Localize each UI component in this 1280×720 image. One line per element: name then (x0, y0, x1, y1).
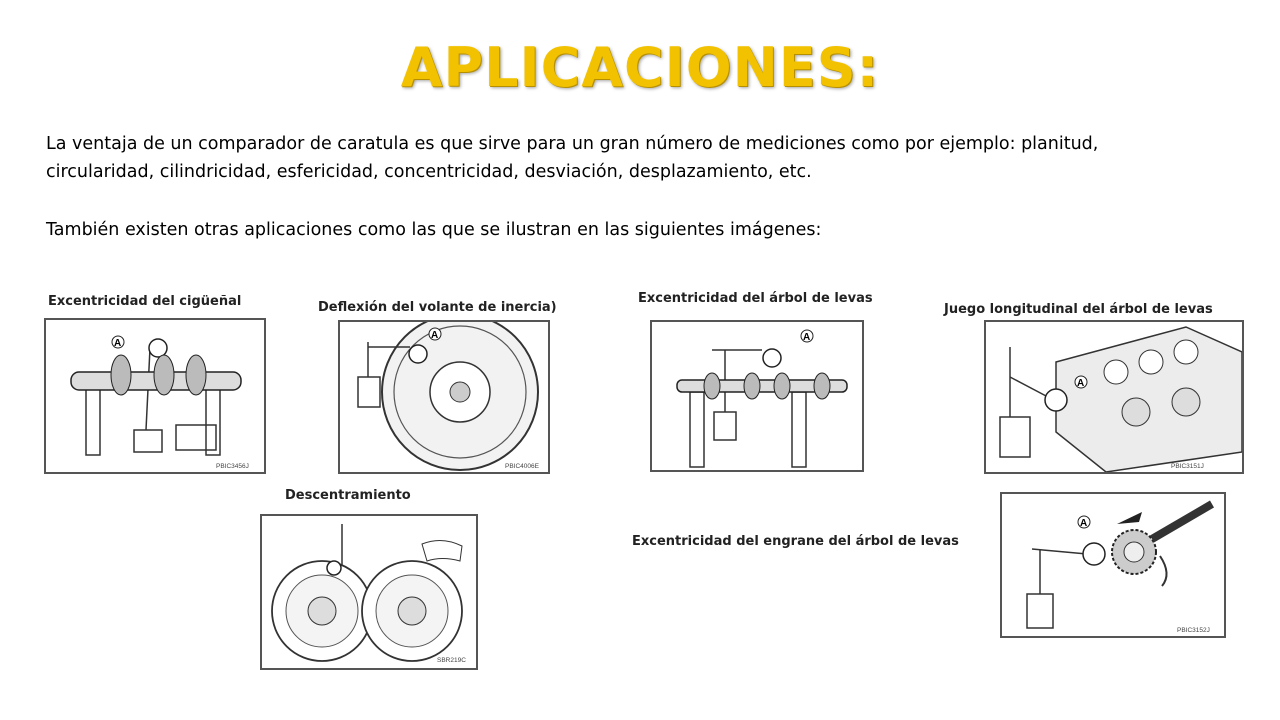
figure-5-code: SBR219C (437, 657, 466, 664)
figure-1-code: PBIC3456J (216, 463, 249, 470)
figure-2-callout: A (431, 330, 439, 341)
figure-3-callout: A (803, 332, 811, 343)
flywheel-illustration (340, 322, 548, 472)
crankshaft-illustration (46, 320, 264, 472)
figure-1-callout: A (114, 338, 122, 349)
disc-runout-illustration (262, 516, 476, 668)
endplay-illustration (986, 322, 1242, 472)
figure-6-code: PBIC3152J (1177, 627, 1210, 634)
figure-label-runout: Descentramiento (285, 488, 411, 503)
figure-label-camshaft: Excentricidad del árbol de levas (638, 291, 873, 306)
sprocket-illustration (1002, 494, 1224, 636)
page-title: APLICACIONES: (400, 36, 880, 99)
intro-paragraph (46, 130, 1246, 186)
figure-4-callout: A (1077, 378, 1085, 389)
figure-4-code: PBIC3151J (1171, 463, 1204, 470)
figure-flywheel-deflection (338, 320, 550, 474)
figure-label-sprocket: Excentricidad del engrane del árbol de levas (632, 534, 959, 549)
intro-line-1: La ventaja de un comparador de caratula es que sirve para un gran número de mediciones como por ejemplo: planitud, (46, 134, 1099, 154)
figure-disc-runout (260, 514, 478, 670)
figure-camshaft-runout (650, 320, 864, 472)
figure-camshaft-endplay (984, 320, 1244, 474)
figure-label-crankshaft: Excentricidad del cigüeñal (48, 294, 242, 309)
applications-paragraph: También existen otras aplicaciones como las que se ilustran en las siguientes imágenes: (46, 220, 822, 240)
figure-crankshaft-runout (44, 318, 266, 474)
figure-2-code: PBIC4006E (505, 463, 539, 470)
figure-sprocket-runout (1000, 492, 1226, 638)
figure-6-callout: A (1080, 518, 1088, 529)
intro-line-2: circularidad, cilindricidad, esfericidad, concentricidad, desviación, desplazamiento, etc. (46, 162, 812, 182)
camshaft-illustration (652, 322, 862, 470)
figure-label-flywheel: Deflexión del volante de inercia) (318, 300, 557, 315)
figure-label-endplay: Juego longitudinal del árbol de levas (944, 302, 1213, 317)
